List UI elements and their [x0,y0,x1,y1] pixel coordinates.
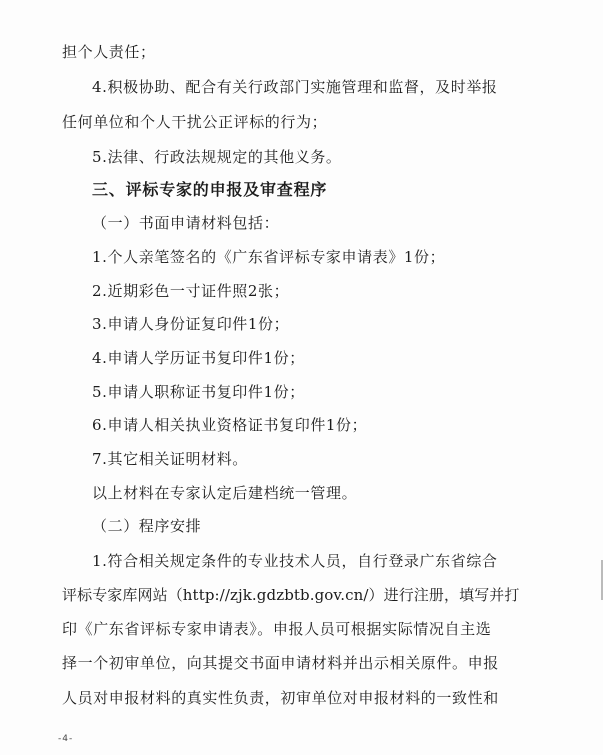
text-line: 5.法律、行政法规规定的其他义务。 [92,148,342,166]
text-line: 4.积极协助、配合有关行政部门实施管理和监督，及时举报 [92,78,498,96]
list-item: 1.个人亲笔签名的《广东省评标专家申请表》1份； [92,248,446,266]
text-line: 任何单位和个人干扰公正评标的行为； [62,113,328,131]
list-item: 2.近期彩色一寸证件照2张； [92,282,290,300]
list-item: 6.申请人相关执业资格证书复印件1份； [92,416,368,434]
text-line: 择一个初审单位，向其提交书面申请材料并出示相关原件。申报 [62,654,499,672]
list-item: 4.申请人学历证书复印件1份； [92,349,305,367]
list-item: 7.其它相关证明材料。 [92,450,248,468]
text-line: 1.符合相关规定条件的专业技术人员，自行登录广东省综合 [92,552,498,570]
text-line: 人员对申报材料的真实性负责，初审单位对申报材料的一致性和 [62,689,499,707]
subsection-heading: （一）书面申请材料包括： [92,214,280,232]
text-line: 评标专家库网站（http://zjk.gdzbtb.gov.cn/）进行注册，填写并打 [62,586,520,604]
list-item: 3.申请人身份证复印件1份； [92,315,290,333]
page-number: -4- [58,734,74,744]
subsection-heading: （二）程序安排 [92,517,202,535]
section-heading: 三、评标专家的申报及审查程序 [92,180,328,199]
text-line: 担个人责任； [62,43,156,61]
text-line: 印《广东省评标专家申请表》。申报人员可根据实际情况自主选 [62,620,492,638]
list-item: 5.申请人职称证书复印件1份； [92,383,305,401]
text-line: 以上材料在专家认定后建档统一管理。 [92,484,358,502]
